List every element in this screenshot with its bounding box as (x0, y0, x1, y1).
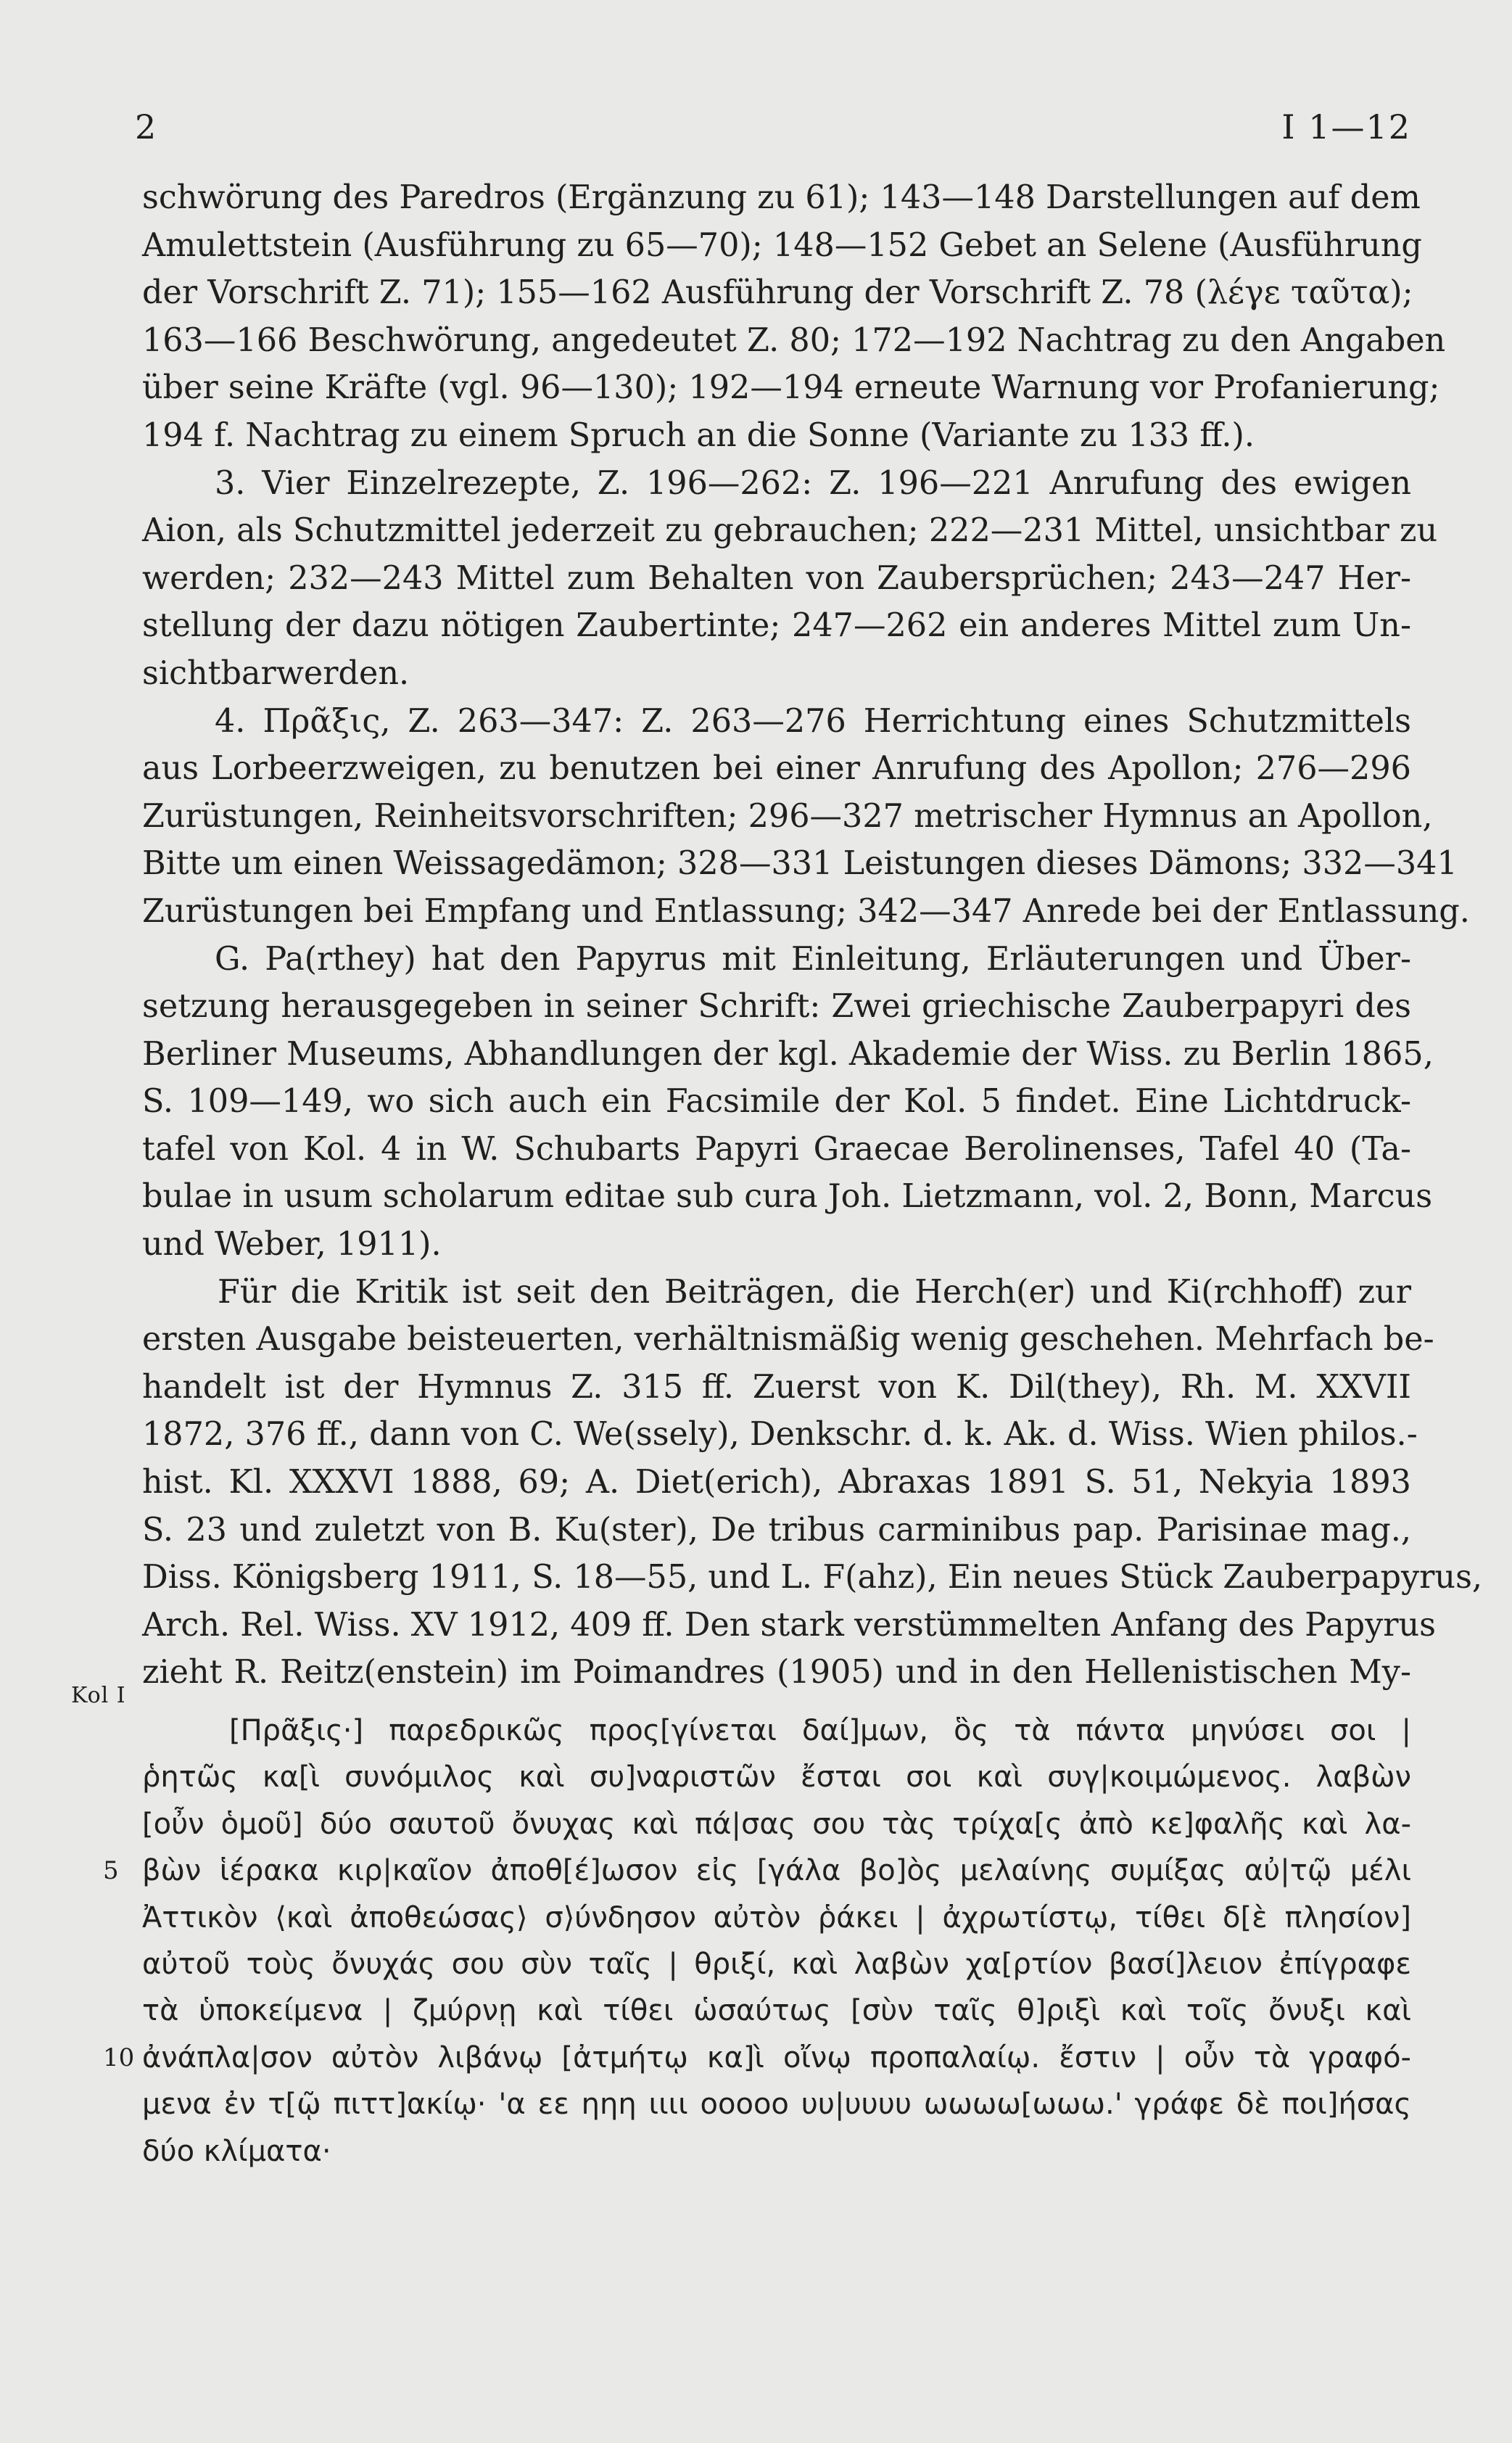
greek-line-text: [οὖν ὁμοῦ] δύο σαυτοῦ ὄνυχας καὶ πά|σας σου τὰς τρίχα[ς ἀπὸ κε]φαλῆς καὶ λα- (142, 1807, 1411, 1841)
line-number: 5 (103, 1856, 119, 1886)
text-line: über seine Kräfte (vgl. 96—130); 192—194 erneute Warnung vor Profanierung; (142, 369, 1440, 407)
greek-line-text: ἀνάπλα|σον αὐτὸν λιβάνῳ [ἀτμήτῳ κα]ὶ οἴνῳ προπαλαίῳ. ἔστιν | οὖν τὰ γραφό- (142, 2040, 1411, 2075)
greek-line (142, 1754, 1411, 1800)
greek-line (142, 1707, 1411, 1754)
text-line: Arch. Rel. Wiss. XV 1912, 409 ff. Den stark verstümmelten Anfang des Papyrus (142, 1606, 1437, 1644)
text-line: Aion, als Schutzmittel jederzeit zu gebrauchen; 222—231 Mittel, unsichtbar zu (142, 512, 1438, 550)
greek-line-text: Ἀττικὸν ⟨καὶ ἀποθεώσας⟩ σ⟩ύνδησον αὐτὸν ῥάκει | ἀχρωτίστῳ, τίθει δ[ὲ πλησίον] (142, 1900, 1411, 1935)
greek-line (142, 1941, 1411, 1987)
text-line: G. Pa(rthey) hat den Papyrus mit Einleitung, Erläuterungen und Über- (215, 940, 1411, 978)
greek-line (142, 1895, 1411, 1941)
text-line: Diss. Königsberg 1911, S. 18—55, und L. F(ahz), Ein neues Stück Zauberpapyrus, (142, 1559, 1483, 1597)
running-head (135, 102, 1411, 152)
text-line: stellung der dazu nötigen Zaubertinte; 247—262 ein anderes Mittel zum Un- (142, 607, 1411, 645)
greek-line-text: ῥητῶς κα[ὶ συνόμιλος καὶ συ]ναριστῶν ἔσται σοι καὶ συγ|κοιμώμενος. λαβὼν (142, 1760, 1411, 1795)
text-line: setzung herausgegeben in seiner Schrift: Zwei griechische Zauberpapyri des (142, 988, 1411, 1026)
greek-line-text: αὐτοῦ τοὺς ὄνυχάς σου σὺν ταῖς | θριξί, καὶ λαβὼν χα[ρτίον βασί]λειον ἐπίγραφε (142, 1948, 1411, 1982)
text-line: 163—166 Beschwörung, angedeutet Z. 80; 172—192 Nachtrag zu den Angaben (142, 321, 1446, 359)
text-line: aus Lorbeerzweigen, zu benutzen bei einer Anrufung des Apollon; 276—296 (142, 750, 1411, 788)
greek-line (142, 2128, 1411, 2175)
text-line: werden; 232—243 Mittel zum Behalten von Zaubersprüchen; 243—247 Her- (142, 559, 1411, 597)
text-line: sichtbarwerden. (142, 654, 410, 692)
text-line: Bitte um einen Weissagedämon; 328—331 Leistungen dieses Dämons; 332—341 (142, 845, 1458, 883)
text-line: Zurüstungen, Reinheitsvorschriften; 296—327 metrischer Hymnus an Apollon, (142, 797, 1433, 835)
greek-line-text: [Πρᾶξις·] παρεδρικῶς προς[γίνεται δαί]μων, ὃς τὰ πάντα μηνύσει σοι | (229, 1714, 1411, 1747)
greek-line (142, 1987, 1411, 2034)
text-line: Für die Kritik ist seit den Beiträgen, die Herch(er) und Ki(rchhoff) zur (218, 1273, 1411, 1311)
greek-line-text: δύο κλίματα· (142, 2134, 331, 2168)
text-line: Zurüstungen bei Empfang und Entlassung; 342—347 Anrede bei der Entlassung. (142, 892, 1470, 930)
greek-line-text: βὼν ἱέρακα κιρ|καῖον ἀποθ[έ]ωσον εἰς [γάλα βο]ὸς μελαίνης συμίξας αὐ|τῷ μέλι (142, 1854, 1411, 1888)
text-line: hist. Kl. XXXVI 1888, 69; A. Diet(erich), Abraxas 1891 S. 51, Nekyia 1893 (142, 1464, 1411, 1501)
greek-line-text: τὰ ὑποκείμενα | ζμύρνῃ καὶ τίθει ὡσαύτως [σὺν ταῖς θ]ριξὶ καὶ τοῖς ὄνυξι καὶ (142, 1994, 1411, 2028)
text-line: handelt ist der Hymnus Z. 315 ff. Zuerst von K. Dil(they), Rh. M. XXVII (142, 1368, 1411, 1406)
text-line: 194 f. Nachtrag zu einem Spruch an die Sonne (Variante zu 133 ff.). (142, 416, 1255, 454)
greek-line (142, 1801, 1411, 1847)
page-number: 2 (135, 107, 157, 147)
column-label: Kol I (71, 1683, 126, 1708)
text-line: und Weber, 1911). (142, 1226, 442, 1264)
text-line: S. 109—149, wo sich auch ein Facsimile der Kol. 5 findet. Eine Lichtdruck- (142, 1083, 1411, 1121)
text-line: Berliner Museums, Abhandlungen der kgl. Akademie der Wiss. zu Berlin 1865, (142, 1035, 1434, 1073)
text-line: ersten Ausgabe beisteuerten, verhältnismäßig wenig geschehen. Mehrfach be- (142, 1321, 1434, 1359)
text-line: Amulettstein (Ausführung zu 65—70); 148—152 Gebet an Selene (Ausführung (142, 226, 1422, 264)
text-line: S. 23 und zuletzt von B. Ku(ster), De tribus carminibus pap. Parisinae mag., (142, 1511, 1411, 1549)
line-number: 10 (103, 2043, 135, 2072)
text-line: der Vorschrift Z. 71); 155—162 Ausführung der Vorschrift Z. 78 (λέγε ταῦτα); (142, 274, 1413, 312)
text-line: zieht R. Reitz(enstein) im Poimandres (1905) und in den Hellenistischen My- (142, 1654, 1411, 1692)
running-head-range: I 1—12 (1281, 107, 1411, 147)
greek-papyrus-text (103, 1707, 1411, 2175)
greek-line (142, 2081, 1411, 2127)
text-line: schwörung des Paredros (Ergänzung zu 61); 143—148 Darstellungen auf dem (142, 179, 1421, 216)
greek-line-text: μενα ἐν τ[ῷ πιττ]ακίῳ· 'α εε ηηη ιιιι οοοοο υυ|υυυυ ωωωω[ωωω.' γράφε δὲ ποι]ήσας (142, 2088, 1411, 2122)
text-line: 3. Vier Einzelrezepte, Z. 196—262: Z. 196—221 Anrufung des ewigen (215, 464, 1411, 502)
text-line: 1872, 376 ff., dann von C. We(ssely), Denkschr. d. k. Ak. d. Wiss. Wien philos.- (142, 1416, 1418, 1454)
text-line: 4. Πρᾶξις, Z. 263—347: Z. 263—276 Herrichtung eines Schutzmittels (215, 702, 1411, 740)
greek-line (103, 1847, 1411, 1894)
german-commentary (142, 174, 1483, 1697)
greek-line (103, 2035, 1411, 2081)
text-line: bulae in usum scholarum editae sub cura Joh. Lietzmann, vol. 2, Bonn, Marcus (142, 1178, 1433, 1216)
text-line: tafel von Kol. 4 in W. Schubarts Papyri Graecae Berolinenses, Tafel 40 (Ta- (142, 1130, 1411, 1168)
